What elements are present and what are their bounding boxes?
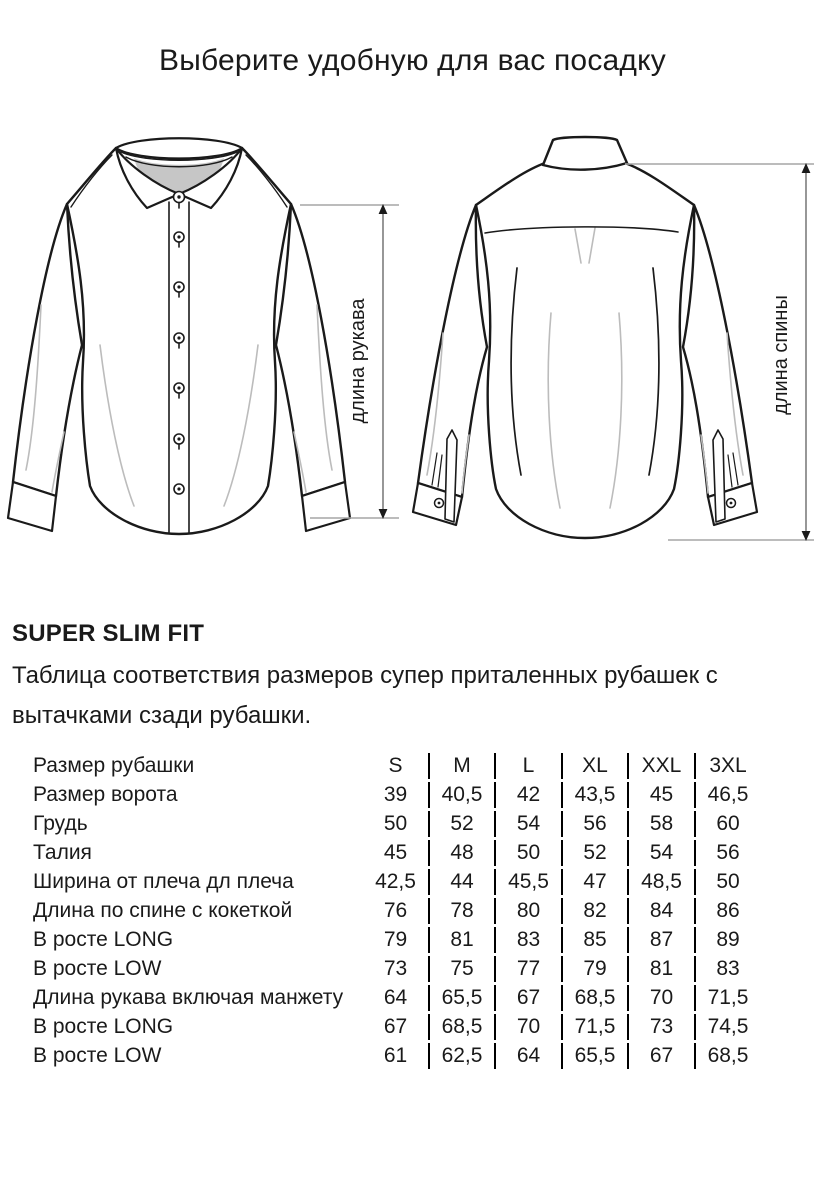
back-body bbox=[476, 163, 694, 538]
size-cell: 73 bbox=[627, 1014, 694, 1040]
page-title: Выберите удобную для вас посадку bbox=[159, 44, 666, 77]
sleeve-length-label: длина рукава bbox=[347, 298, 369, 424]
table-row bbox=[33, 898, 760, 924]
back-length-label: длина спины bbox=[770, 295, 792, 415]
size-cell: 65,5 bbox=[428, 985, 494, 1011]
size-cell: 89 bbox=[694, 927, 760, 953]
table-row bbox=[33, 1014, 760, 1040]
front-collar-band bbox=[116, 138, 242, 158]
size-cell: 76 bbox=[383, 899, 408, 922]
size-cell: 50 bbox=[694, 869, 760, 895]
size-row-label: Грудь bbox=[33, 812, 88, 835]
size-cell: 45 bbox=[627, 782, 694, 808]
size-cell: S bbox=[388, 754, 403, 777]
size-cell: 73 bbox=[383, 957, 408, 980]
size-cell: 50 bbox=[494, 840, 561, 866]
size-cell: 50 bbox=[383, 812, 408, 835]
size-cell: 79 bbox=[383, 928, 408, 951]
size-cell: 70 bbox=[494, 1014, 561, 1040]
button bbox=[174, 484, 184, 494]
size-cell: XL bbox=[561, 753, 627, 779]
size-cell: 77 bbox=[494, 956, 561, 982]
front-left-sleeve bbox=[13, 204, 82, 496]
size-cell: 60 bbox=[694, 811, 760, 837]
size-cell: 75 bbox=[428, 956, 494, 982]
size-cell: 3XL bbox=[694, 753, 760, 779]
size-cell: 85 bbox=[561, 927, 627, 953]
size-cell: 42 bbox=[494, 782, 561, 808]
size-table bbox=[33, 750, 760, 1072]
size-cell: 45,5 bbox=[494, 869, 561, 895]
back-left-sleeve-placket bbox=[445, 430, 457, 522]
size-cell: 62,5 bbox=[428, 1043, 494, 1069]
size-cell: 81 bbox=[428, 927, 494, 953]
back-right-sleeve-placket bbox=[713, 430, 725, 522]
size-cell: XXL bbox=[627, 753, 694, 779]
size-cell: 67 bbox=[494, 985, 561, 1011]
table-row bbox=[33, 840, 760, 866]
table-row bbox=[33, 956, 760, 982]
size-cell: 64 bbox=[383, 986, 408, 1009]
size-cell: 79 bbox=[561, 956, 627, 982]
back-shirt-drawing bbox=[413, 137, 757, 538]
size-row-label: В росте LONG bbox=[33, 928, 174, 951]
size-cell: 67 bbox=[627, 1043, 694, 1069]
size-cell: 64 bbox=[494, 1043, 561, 1069]
size-cell: 48,5 bbox=[627, 869, 694, 895]
size-cell: 70 bbox=[627, 985, 694, 1011]
table-row bbox=[33, 753, 760, 779]
size-row-label: В росте LONG bbox=[33, 1015, 174, 1038]
size-cell: 56 bbox=[694, 840, 760, 866]
section-heading: SUPER SLIM FIT bbox=[12, 620, 205, 647]
size-cell: 43,5 bbox=[561, 782, 627, 808]
size-cell: 52 bbox=[428, 811, 494, 837]
size-cell: 52 bbox=[561, 840, 627, 866]
size-cell: 68,5 bbox=[561, 985, 627, 1011]
table-row bbox=[33, 985, 760, 1011]
size-cell: 44 bbox=[428, 869, 494, 895]
size-row-label: Длина рукава включая манжету bbox=[33, 986, 344, 1009]
size-cell: 61 bbox=[383, 1044, 408, 1067]
front-shirt-drawing bbox=[8, 138, 350, 534]
back-collar bbox=[543, 137, 627, 170]
size-row-label: Размер ворота bbox=[33, 783, 178, 806]
size-cell: 39 bbox=[383, 783, 408, 806]
size-row-label: Длина по спине с кокеткой bbox=[33, 899, 293, 922]
size-row-label: Размер рубашки bbox=[33, 754, 195, 777]
table-row bbox=[33, 1043, 760, 1069]
size-cell: 80 bbox=[494, 898, 561, 924]
table-row bbox=[33, 782, 760, 808]
section-description: Таблица соответствия размеров супер приталенных рубашек с вытачками сзади рубашки. bbox=[12, 662, 718, 729]
size-cell: 86 bbox=[694, 898, 760, 924]
table-row bbox=[33, 869, 760, 895]
size-cell: 54 bbox=[627, 840, 694, 866]
size-row-label: В росте LOW bbox=[33, 957, 162, 980]
size-cell: 68,5 bbox=[694, 1043, 760, 1069]
size-cell: 78 bbox=[428, 898, 494, 924]
size-cell: 56 bbox=[561, 811, 627, 837]
size-cell: 83 bbox=[694, 956, 760, 982]
front-right-sleeve bbox=[276, 204, 345, 496]
size-cell: M bbox=[428, 753, 494, 779]
size-cell: 65,5 bbox=[561, 1043, 627, 1069]
size-cell: 54 bbox=[494, 811, 561, 837]
size-cell: 45 bbox=[383, 841, 408, 864]
size-cell: 58 bbox=[627, 811, 694, 837]
size-cell: 74,5 bbox=[694, 1014, 760, 1040]
size-row-label: В росте LOW bbox=[33, 1044, 162, 1067]
size-cell: 42,5 bbox=[375, 870, 416, 893]
size-table-body bbox=[33, 753, 760, 1069]
size-cell: L bbox=[494, 753, 561, 779]
size-cell: 40,5 bbox=[428, 782, 494, 808]
size-cell: 46,5 bbox=[694, 782, 760, 808]
size-cell: 67 bbox=[383, 1015, 408, 1038]
size-cell: 47 bbox=[561, 869, 627, 895]
table-row bbox=[33, 811, 760, 837]
size-cell: 84 bbox=[627, 898, 694, 924]
size-cell: 68,5 bbox=[428, 1014, 494, 1040]
size-row-label: Талия bbox=[33, 841, 92, 864]
size-row-label: Ширина от плеча дл плеча bbox=[33, 870, 294, 893]
size-cell: 87 bbox=[627, 927, 694, 953]
size-cell: 82 bbox=[561, 898, 627, 924]
size-cell: 71,5 bbox=[561, 1014, 627, 1040]
size-cell: 48 bbox=[428, 840, 494, 866]
size-cell: 81 bbox=[627, 956, 694, 982]
size-cell: 83 bbox=[494, 927, 561, 953]
size-cell: 71,5 bbox=[694, 985, 760, 1011]
table-row bbox=[33, 927, 760, 953]
